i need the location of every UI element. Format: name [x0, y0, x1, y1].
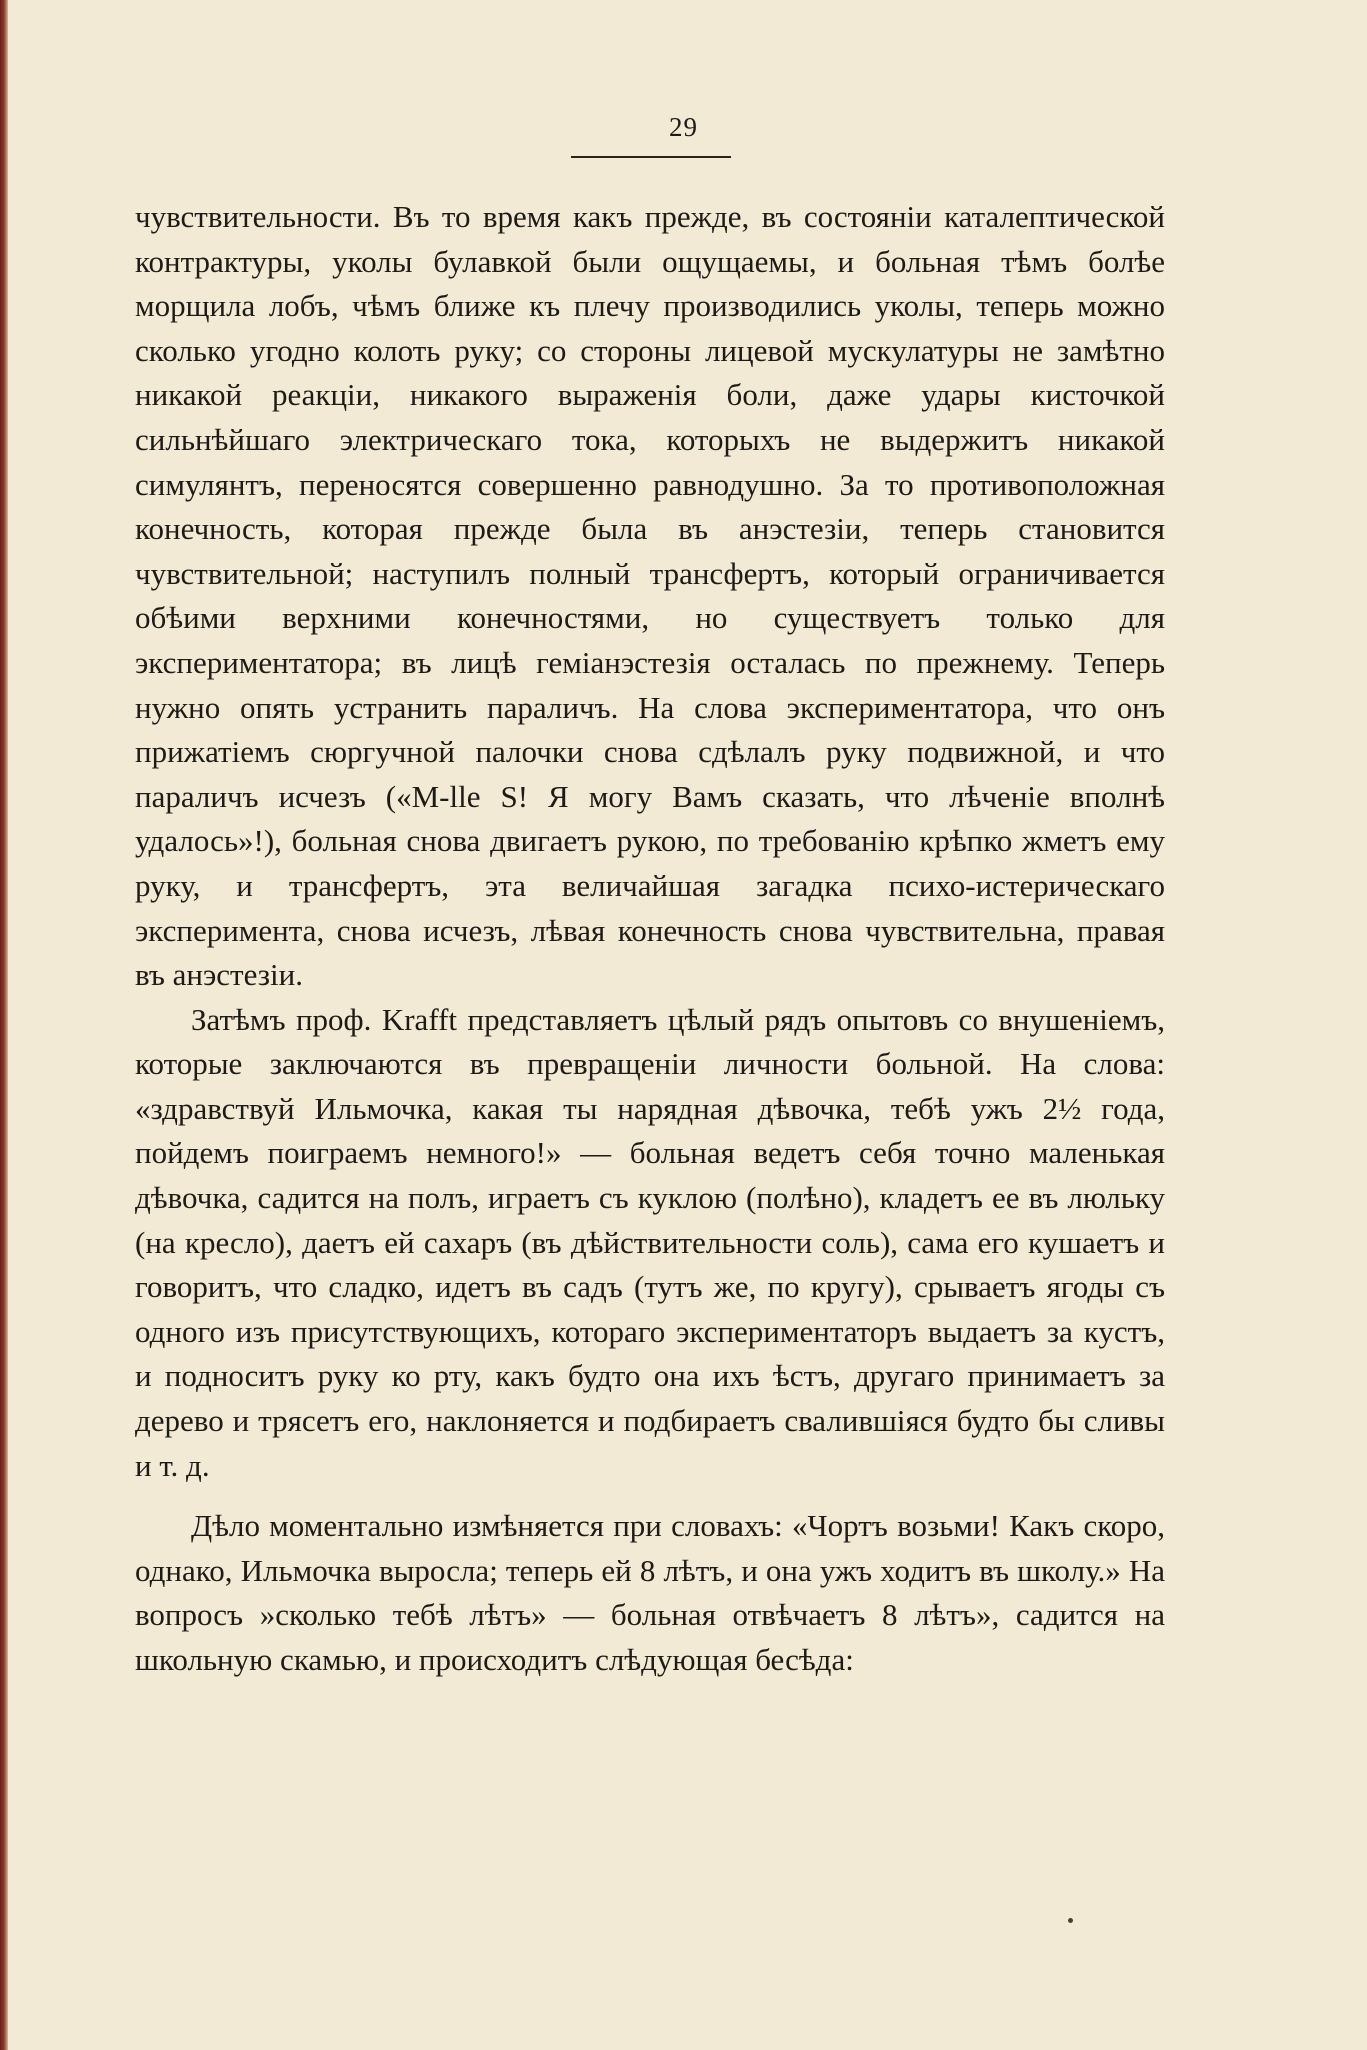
paragraph: Дѣло моментально измѣняется при словахъ: «Чортъ возьми! Какъ скоро, однако, Ильмочка выросла; теперь ей 8 лѣтъ, и она ужъ ходитъ въ школу.» На вопросъ »сколько тебѣ лѣтъ» — больная отвѣчаетъ 8 лѣтъ», садится на школьную скамью, и происходитъ слѣдующая бесѣда: [135, 1508, 1165, 1677]
paragraph: чувствительности. Въ то время какъ прежде, въ состояніи каталептической контрактуры, уколы булавкой были ощущаемы, и больная тѣмъ болѣе морщила лобъ, чѣмъ ближе къ плечу производились уколы, теперь можно сколько угодно колоть руку; со стороны лицевой мускулатуры не замѣтно никакой реакціи, никакого выраженія боли, даже удары кисточкой сильнѣйшаго электрическаго тока, которыхъ не выдержитъ никакой симулянтъ, переносятся совершенно равнодушно. За то противоположная конечность, которая прежде была въ анэстезіи, теперь становится чувствительной; наступилъ полный трансфертъ, который ограничивается обѣими верхними конечностями, но существуетъ только для экспериментатора; въ лицѣ геміанэстезія осталась по прежнему. Теперь нужно опять устранить параличъ. На слова экспериментатора, что онъ прижатіемъ сюргучной палочки снова сдѣлалъ руку подвижной, и что параличъ исчезъ («M-lle S! Я могу Вамъ сказать, что лѣченіе вполнѣ удалось»!), больная снова двигаетъ рукою, по требованію крѣпко жметъ ему руку, и трансфертъ, эта величайшая загадка психо-истерическаго эксперимента, снова исчезъ, лѣвая конечность снова чувствительна, правая въ анэстезіи. [135, 199, 1165, 993]
paper-speck [1068, 1918, 1073, 1923]
page-number: 29 [669, 112, 698, 142]
page-binding-edge [0, 0, 8, 2050]
body-text [135, 195, 1165, 1683]
header-rule [571, 156, 731, 158]
paragraph: Затѣмъ проф. Krafft представляетъ цѣлый рядъ опытовъ со внушеніемъ, которые заключаются въ превращеніи личности больной. На слова: «здравствуй Ильмочка, какая ты нарядная дѣвочка, тебѣ ужъ 2½ года, пойдемъ поиграемъ немного!» — больная ведетъ себя точно маленькая дѣвочка, садится на полъ, играетъ съ куклою (полѣно), кладетъ ее въ люльку (на кресло), даетъ ей сахаръ (въ дѣйствительности соль), сама его кушаетъ и говоритъ, что сладко, идетъ въ садъ (тутъ же, по кругу), срываетъ ягоды съ одного изъ присутствующихъ, котораго экспериментаторъ выдаетъ за кустъ, и подноситъ руку ко рту, какъ будто она ихъ ѣстъ, другаго принимаетъ за дерево и трясетъ его, наклоняется и подбираетъ свалившіяся будто бы сливы и т. д. [135, 1001, 1165, 1483]
page-header [0, 112, 1367, 143]
